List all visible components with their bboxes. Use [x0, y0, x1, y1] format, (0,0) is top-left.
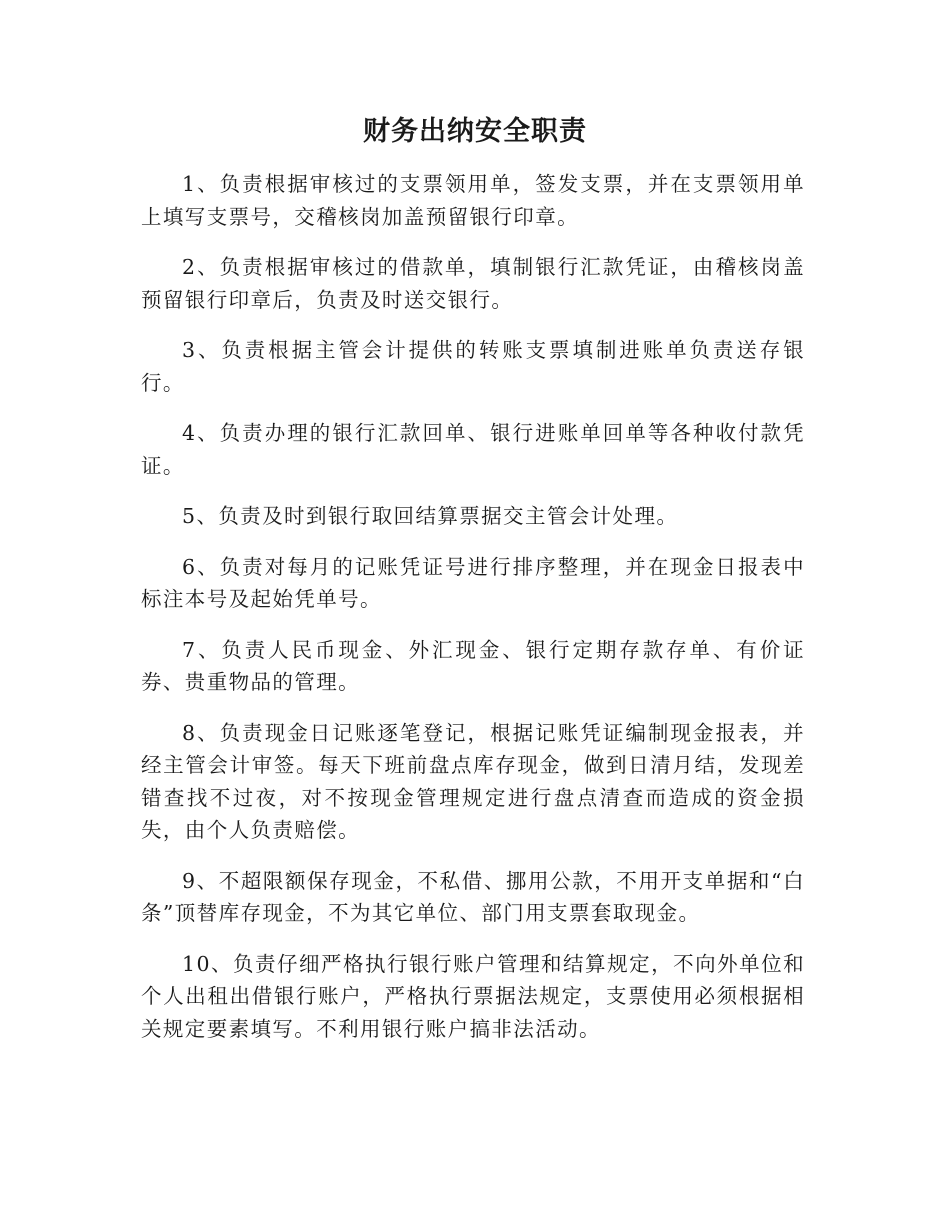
paragraph-10: 10、负责仔细严格执行银行账户管理和结算规定，不向外单位和个人出租出借银行账户，严格执行票据法规定，支票使用必须根据相关规定要素填写。不利用银行账户搞非法活动。 — [141, 951, 805, 1041]
paragraph-1: 1、负责根据审核过的支票领用单，签发支票，并在支票领用单上填写支票号，交稽核岗加盖预留银行印章。 — [141, 172, 805, 229]
paragraph-8: 8、负责现金日记账逐笔登记，根据记账凭证编制现金报表，并经主管会计审签。每天下班前盘点库存现金，做到日清月结，发现差错查找不过夜，对不按现金管理规定进行盘点清查而造成的资金损失，由个人负责赔偿。 — [141, 720, 805, 842]
paragraph-7: 7、负责人民币现金、外汇现金、银行定期存款存单、有价证券、贵重物品的管理。 — [141, 637, 805, 694]
paragraph-2: 2、负责根据审核过的借款单，填制银行汇款凭证，由稽核岗盖预留银行印章后，负责及时送交银行。 — [141, 255, 805, 312]
paragraph-5: 5、负责及时到银行取回结算票据交主管会计处理。 — [182, 504, 679, 528]
document-title: 财务出纳安全职责 — [363, 116, 587, 147]
paragraph-9: 9、不超限额保存现金，不私借、挪用公款，不用开支单据和“白条”顶替库存现金，不为其它单位、部门用支票套取现金。 — [141, 868, 805, 925]
paragraph-3: 3、负责根据主管会计提供的转账支票填制进账单负责送存银行。 — [141, 338, 805, 395]
paragraph-4: 4、负责办理的银行汇款回单、银行进账单回单等各种收付款凭证。 — [141, 421, 805, 478]
paragraph-6: 6、负责对每月的记账凭证号进行排序整理，并在现金日报表中标注本号及起始凭单号。 — [141, 554, 805, 611]
document-body — [141, 168, 805, 1063]
